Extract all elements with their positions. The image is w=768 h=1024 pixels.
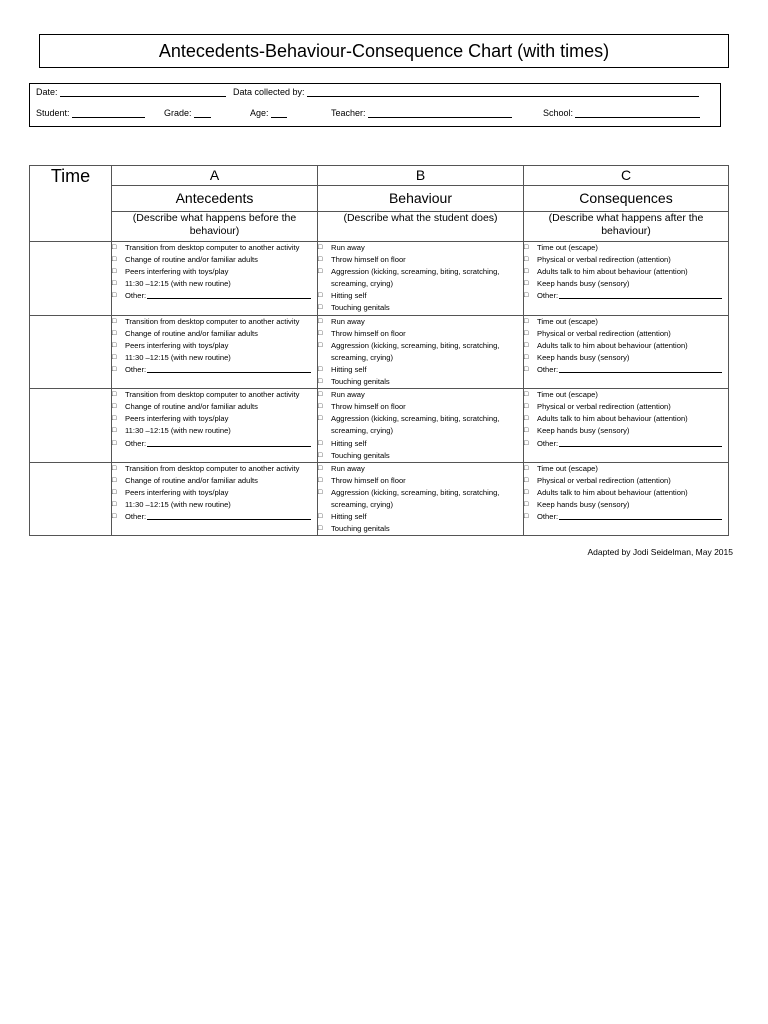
checkbox-option[interactable] (112, 487, 317, 499)
options-cell-1 (318, 315, 524, 389)
checkbox-icon[interactable]: □ (318, 525, 323, 533)
time-cell[interactable] (30, 315, 112, 389)
checkbox-icon[interactable]: □ (318, 415, 323, 423)
options-cell-2 (524, 242, 729, 316)
checkbox-option[interactable] (112, 499, 317, 511)
option-label: Keep hands busy (sensory) (537, 279, 630, 289)
checkbox-option[interactable] (112, 316, 317, 328)
checkbox-option[interactable] (524, 278, 728, 290)
checkbox-icon[interactable]: □ (318, 391, 323, 399)
checkbox-option[interactable] (318, 340, 523, 364)
option-label: Change of routine and/or familiar adults (125, 402, 258, 412)
checkbox-icon[interactable]: □ (524, 353, 529, 361)
option-label: Peers interfering with toys/play (125, 267, 229, 277)
checkbox-icon[interactable]: □ (112, 427, 117, 435)
checkbox-option[interactable] (524, 352, 728, 364)
option-label: Transition from desktop computer to another activity (125, 316, 300, 326)
checkbox-option[interactable] (112, 266, 317, 278)
checkbox-icon[interactable]: □ (112, 317, 117, 325)
checkbox-option[interactable] (318, 302, 523, 314)
checkbox-icon[interactable]: □ (318, 304, 323, 312)
column-description-2: (Describe what happens after the behaviour) (524, 212, 729, 242)
options-cell-0 (112, 389, 318, 463)
column-letter-0: A (112, 166, 318, 186)
option-label: Adults talk to him about behaviour (attention) (537, 267, 688, 277)
checkbox-icon[interactable]: □ (524, 244, 529, 251)
checkbox-icon[interactable]: □ (318, 403, 323, 411)
options-cell-0 (112, 315, 318, 389)
checkbox-icon[interactable]: □ (112, 329, 117, 337)
checkbox-icon[interactable]: □ (318, 451, 323, 459)
checkbox-option[interactable] (112, 328, 317, 340)
other-label: Other: (125, 512, 147, 522)
checkbox-option[interactable] (524, 340, 728, 352)
school-field[interactable] (543, 108, 700, 118)
checkbox-icon[interactable]: □ (318, 341, 323, 349)
checkbox-option[interactable] (318, 475, 523, 487)
checkbox-icon[interactable]: □ (112, 341, 117, 349)
checkbox-option[interactable] (318, 254, 523, 266)
checkbox-option[interactable] (318, 316, 523, 328)
option-label: Peers interfering with toys/play (125, 414, 229, 424)
column-name-2: Consequences (524, 186, 729, 212)
option-label: Touching genitals (331, 303, 390, 313)
options-cell-0 (112, 462, 318, 536)
option-label: Keep hands busy (sensory) (537, 352, 630, 362)
checkbox-option[interactable] (318, 376, 523, 388)
option-label: Transition from desktop computer to another activity (125, 390, 300, 400)
checkbox-option[interactable] (318, 364, 523, 376)
option-label: Physical or verbal redirection (attention) (537, 328, 671, 338)
option-label: 11:30 –12:15 (with new routine) (125, 279, 231, 289)
option-label: Time out (escape) (537, 390, 598, 400)
option-label: Hitting self (331, 291, 367, 301)
checkbox-icon[interactable]: □ (524, 329, 529, 337)
table-row (30, 462, 729, 536)
option-label: Keep hands busy (sensory) (537, 499, 630, 509)
checkbox-icon[interactable]: □ (112, 292, 117, 300)
checkbox-option[interactable] (318, 523, 523, 535)
checkbox-option[interactable] (112, 475, 317, 487)
checkbox-icon[interactable]: □ (524, 391, 529, 399)
option-label: Throw himself on floor (331, 328, 406, 338)
checkbox-option[interactable] (112, 425, 317, 437)
date-label: Date: (36, 87, 58, 97)
other-label: Other: (537, 438, 559, 448)
option-label: Physical or verbal redirection (attention) (537, 402, 671, 412)
checkbox-option[interactable] (524, 254, 728, 266)
option-label: Aggression (kicking, screaming, biting, scratching, screaming, crying) (331, 267, 500, 289)
checkbox-icon[interactable]: □ (318, 488, 323, 496)
option-label: Run away (331, 463, 365, 473)
other-option[interactable] (112, 511, 317, 523)
checkbox-option[interactable] (524, 316, 728, 328)
grade-field[interactable] (164, 108, 211, 118)
other-line[interactable] (147, 364, 311, 373)
checkbox-icon[interactable]: □ (318, 476, 323, 484)
checkbox-icon[interactable]: □ (318, 439, 323, 447)
date-field[interactable] (36, 87, 226, 97)
other-line[interactable] (147, 290, 311, 299)
options-cell-0 (112, 242, 318, 316)
data-collected-field[interactable] (233, 87, 699, 97)
checkbox-icon[interactable]: □ (112, 464, 117, 472)
options-cell-1 (318, 389, 524, 463)
option-label: Change of routine and/or familiar adults (125, 255, 258, 265)
checkbox-option[interactable] (112, 401, 317, 413)
other-line[interactable] (559, 438, 722, 447)
checkbox-option[interactable] (318, 290, 523, 302)
abc-table (29, 165, 729, 536)
option-label: Change of routine and/or familiar adults (125, 475, 258, 485)
grade-line[interactable] (194, 108, 211, 118)
other-option[interactable] (524, 511, 728, 523)
checkbox-icon[interactable]: □ (524, 256, 529, 264)
other-line[interactable] (559, 290, 722, 299)
checkbox-icon[interactable]: □ (112, 268, 117, 276)
option-label: Throw himself on floor (331, 402, 406, 412)
checkbox-icon[interactable]: □ (318, 256, 323, 264)
checkbox-option[interactable] (112, 340, 317, 352)
checkbox-icon[interactable]: □ (524, 500, 529, 508)
column-description-0: (Describe what happens before the behaviour) (112, 212, 318, 242)
option-label: Touching genitals (331, 524, 390, 534)
checkbox-icon[interactable]: □ (524, 476, 529, 484)
checkbox-option[interactable] (318, 450, 523, 462)
option-label: Time out (escape) (537, 463, 598, 473)
checkbox-icon[interactable]: □ (524, 488, 529, 496)
checkbox-icon[interactable]: □ (318, 244, 323, 251)
time-cell[interactable] (30, 389, 112, 463)
teacher-label: Teacher: (331, 108, 366, 118)
info-row-1 (36, 87, 714, 99)
other-label: Other: (537, 512, 559, 522)
other-line[interactable] (559, 511, 722, 520)
other-option[interactable] (524, 364, 728, 376)
checkbox-icon[interactable]: □ (524, 464, 529, 472)
checkbox-icon[interactable]: □ (318, 513, 323, 521)
checkbox-option[interactable] (524, 487, 728, 499)
checkbox-option[interactable] (524, 266, 728, 278)
checkbox-icon[interactable]: □ (318, 268, 323, 276)
age-label: Age: (250, 108, 269, 118)
checkbox-option[interactable] (318, 389, 523, 401)
time-cell[interactable] (30, 242, 112, 316)
checkbox-icon[interactable]: □ (112, 488, 117, 496)
checkbox-option[interactable] (318, 511, 523, 523)
checkbox-option[interactable] (524, 425, 728, 437)
checkbox-option[interactable] (524, 401, 728, 413)
checkbox-option[interactable] (318, 401, 523, 413)
checkbox-icon[interactable]: □ (524, 268, 529, 276)
option-label: 11:30 –12:15 (with new routine) (125, 499, 231, 509)
checkbox-option[interactable] (112, 389, 317, 401)
other-option[interactable] (524, 290, 728, 302)
option-label: Aggression (kicking, screaming, biting, scratching, screaming, crying) (331, 414, 500, 436)
other-line[interactable] (147, 511, 311, 520)
column-letter-2: C (524, 166, 729, 186)
checkbox-option[interactable] (524, 328, 728, 340)
student-field[interactable] (36, 108, 145, 118)
checkbox-option[interactable] (524, 242, 728, 254)
info-row-2 (36, 108, 714, 120)
checkbox-option[interactable] (112, 278, 317, 290)
option-label: Time out (escape) (537, 316, 598, 326)
school-label: School: (543, 108, 574, 118)
checkbox-icon[interactable]: □ (112, 513, 117, 521)
option-label: Adults talk to him about behaviour (attention) (537, 340, 688, 350)
option-label: Transition from desktop computer to another activity (125, 243, 300, 252)
option-label: 11:30 –12:15 (with new routine) (125, 352, 231, 362)
checkbox-icon[interactable]: □ (112, 391, 117, 399)
checkbox-option[interactable] (112, 254, 317, 266)
checkbox-option[interactable] (318, 328, 523, 340)
checkbox-icon[interactable]: □ (112, 403, 117, 411)
checkbox-icon[interactable]: □ (318, 378, 323, 386)
checkbox-icon[interactable]: □ (112, 353, 117, 361)
checkbox-option[interactable] (318, 463, 523, 475)
info-section (29, 83, 721, 127)
column-name-0: Antecedents (112, 186, 318, 212)
checkbox-option[interactable] (112, 413, 317, 425)
checkbox-icon[interactable]: □ (318, 365, 323, 373)
credit-text: Adapted by Jodi Seidelman, May 2015 (587, 547, 733, 557)
options-cell-2 (524, 389, 729, 463)
table-row (30, 315, 729, 389)
checkbox-icon[interactable]: □ (318, 464, 323, 472)
checkbox-option[interactable] (524, 499, 728, 511)
checkbox-icon[interactable]: □ (318, 317, 323, 325)
checkbox-icon[interactable]: □ (524, 403, 529, 411)
option-label: Run away (331, 243, 365, 252)
table-row (30, 389, 729, 463)
option-label: Run away (331, 316, 365, 326)
option-label: Keep hands busy (sensory) (537, 426, 630, 436)
checkbox-icon[interactable]: □ (318, 329, 323, 337)
time-cell[interactable] (30, 462, 112, 536)
age-field[interactable] (250, 108, 287, 118)
student-label: Student: (36, 108, 70, 118)
option-label: Hitting self (331, 364, 367, 374)
student-line[interactable] (72, 108, 145, 118)
option-label: Physical or verbal redirection (attention) (537, 255, 671, 265)
checkbox-icon[interactable]: □ (112, 280, 117, 288)
other-option[interactable] (112, 364, 317, 376)
checkbox-icon[interactable]: □ (112, 415, 117, 423)
other-label: Other: (125, 291, 147, 301)
checkbox-option[interactable] (524, 413, 728, 425)
checkbox-option[interactable] (524, 389, 728, 401)
grade-label: Grade: (164, 108, 192, 118)
teacher-line[interactable] (368, 108, 512, 118)
other-label: Other: (537, 291, 559, 301)
teacher-field[interactable] (331, 108, 512, 118)
checkbox-icon[interactable]: □ (318, 292, 323, 300)
checkbox-option[interactable] (112, 463, 317, 475)
other-line[interactable] (147, 438, 311, 447)
checkbox-option[interactable] (112, 242, 317, 254)
options-cell-2 (524, 315, 729, 389)
option-label: Aggression (kicking, screaming, biting, scratching, screaming, crying) (331, 487, 500, 509)
other-label: Other: (125, 438, 147, 448)
checkbox-icon[interactable]: □ (524, 415, 529, 423)
other-label: Other: (125, 364, 147, 374)
checkbox-option[interactable] (524, 463, 728, 475)
checkbox-icon[interactable]: □ (524, 439, 529, 447)
checkbox-option[interactable] (524, 475, 728, 487)
checkbox-option[interactable] (318, 413, 523, 437)
option-label: Touching genitals (331, 377, 390, 387)
other-option[interactable] (524, 438, 728, 450)
age-line[interactable] (271, 108, 287, 118)
checkbox-icon[interactable]: □ (524, 513, 529, 521)
data-collected-label: Data collected by: (233, 87, 305, 97)
option-label: Throw himself on floor (331, 475, 406, 485)
option-label: Hitting self (331, 438, 367, 448)
option-label: Throw himself on floor (331, 255, 406, 265)
column-description-1: (Describe what the student does) (318, 212, 524, 242)
option-label: Aggression (kicking, screaming, biting, scratching, screaming, crying) (331, 340, 500, 362)
data-collected-line[interactable] (307, 87, 699, 97)
checkbox-icon[interactable]: □ (112, 365, 117, 373)
column-letter-1: B (318, 166, 524, 186)
school-line[interactable] (575, 108, 700, 118)
checkbox-icon[interactable]: □ (112, 244, 117, 251)
option-label: Run away (331, 390, 365, 400)
checkbox-icon[interactable]: □ (524, 317, 529, 325)
option-label: Physical or verbal redirection (attention) (537, 475, 671, 485)
checkbox-option[interactable] (318, 242, 523, 254)
time-header: Time (30, 166, 112, 242)
option-label: Peers interfering with toys/play (125, 487, 229, 497)
other-option[interactable] (112, 438, 317, 450)
checkbox-option[interactable] (318, 266, 523, 290)
table-row (30, 242, 729, 316)
other-label: Other: (537, 364, 559, 374)
option-label: Time out (escape) (537, 243, 598, 252)
checkbox-icon[interactable]: □ (524, 292, 529, 300)
options-cell-2 (524, 462, 729, 536)
chart-title: Antecedents-Behaviour-Consequence Chart (with times) (39, 34, 729, 68)
options-cell-1 (318, 462, 524, 536)
checkbox-option[interactable] (318, 487, 523, 511)
option-label: 11:30 –12:15 (with new routine) (125, 426, 231, 436)
column-name-1: Behaviour (318, 186, 524, 212)
options-cell-1 (318, 242, 524, 316)
checkbox-icon[interactable]: □ (112, 476, 117, 484)
checkbox-option[interactable] (112, 352, 317, 364)
checkbox-icon[interactable]: □ (112, 256, 117, 264)
option-label: Peers interfering with toys/play (125, 340, 229, 350)
option-label: Adults talk to him about behaviour (attention) (537, 414, 688, 424)
option-label: Change of routine and/or familiar adults (125, 328, 258, 338)
checkbox-icon[interactable]: □ (112, 500, 117, 508)
date-line[interactable] (60, 87, 226, 97)
other-option[interactable] (112, 290, 317, 302)
checkbox-icon[interactable]: □ (524, 341, 529, 349)
checkbox-icon[interactable]: □ (524, 365, 529, 373)
option-label: Touching genitals (331, 450, 390, 460)
checkbox-option[interactable] (318, 438, 523, 450)
option-label: Adults talk to him about behaviour (attention) (537, 487, 688, 497)
checkbox-icon[interactable]: □ (112, 439, 117, 447)
option-label: Hitting self (331, 512, 367, 522)
checkbox-icon[interactable]: □ (524, 280, 529, 288)
checkbox-icon[interactable]: □ (524, 427, 529, 435)
option-label: Transition from desktop computer to another activity (125, 463, 300, 473)
other-line[interactable] (559, 364, 722, 373)
